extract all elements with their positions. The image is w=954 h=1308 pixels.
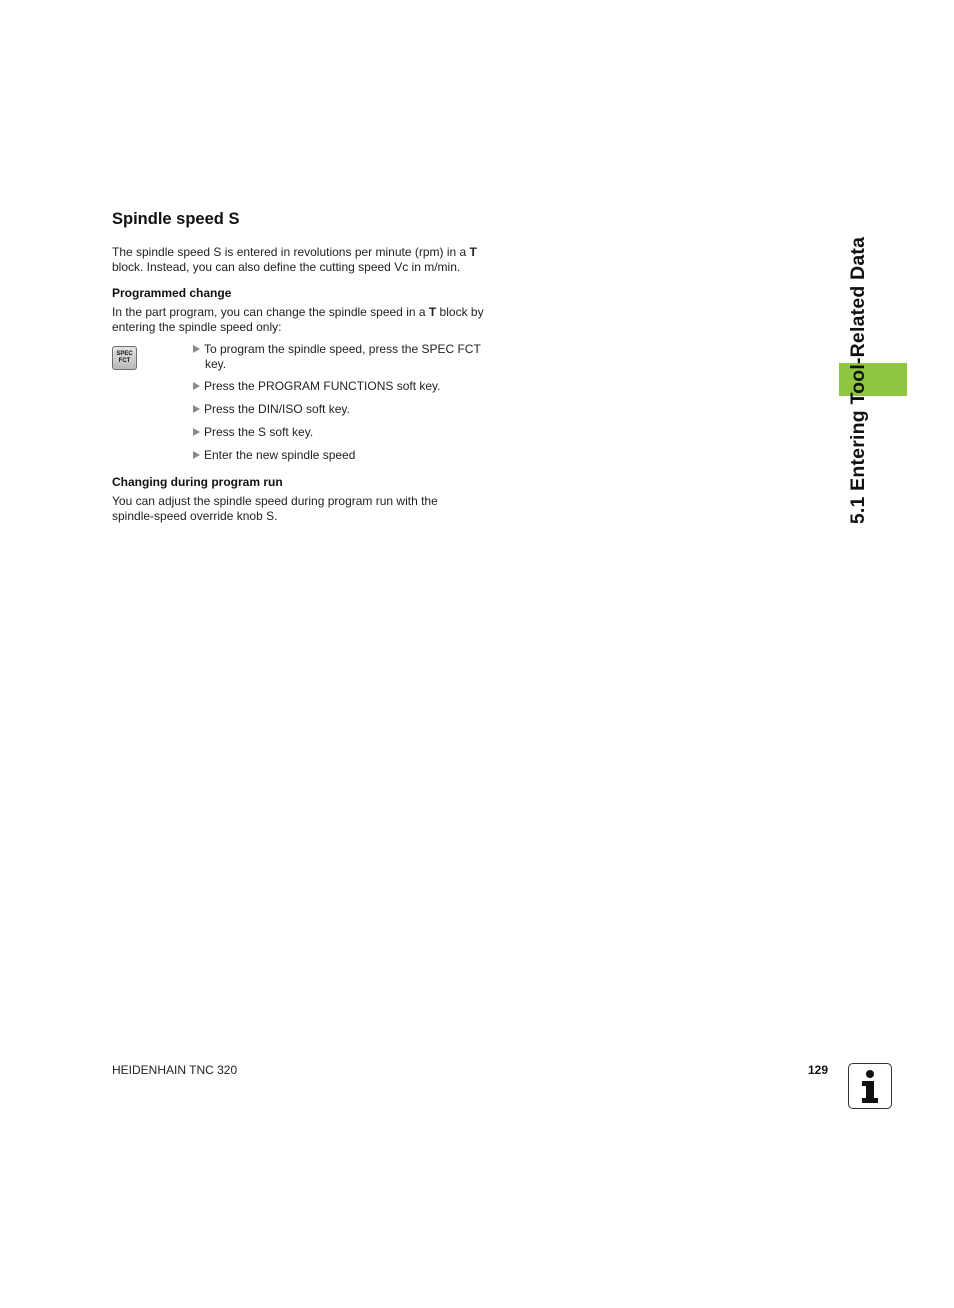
triangle-arrow-icon bbox=[193, 451, 200, 459]
cdr-text-b: spindle-speed override knob S. bbox=[112, 508, 278, 523]
footer-product: HEIDENHAIN TNC 320 bbox=[112, 1063, 238, 1077]
step-1-text-cont: key. bbox=[205, 356, 227, 371]
key-label-line2: FCT bbox=[118, 358, 131, 364]
key-label-line1: SPEC bbox=[116, 351, 133, 357]
step-1 bbox=[193, 342, 513, 371]
triangle-arrow-icon bbox=[193, 405, 200, 413]
intro-text-a: The spindle speed S is entered in revolutions per minute (rpm) in a bbox=[112, 245, 470, 259]
cdr-text-a: You can adjust the spindle speed during program run with the bbox=[112, 494, 438, 508]
pc-text-c: entering the spindle speed only: bbox=[112, 319, 282, 334]
step-2 bbox=[193, 379, 513, 394]
side-chapter-title-text: 5.1 Entering Tool-Related Data bbox=[847, 236, 870, 524]
triangle-arrow-icon bbox=[193, 382, 200, 390]
step-5-text: Enter the new spindle speed bbox=[204, 448, 356, 462]
step-5 bbox=[193, 448, 513, 463]
step-2-text: Press the PROGRAM FUNCTIONS soft key. bbox=[204, 379, 441, 393]
intro-text-b: block. Instead, you can also define the cutting speed Vc in m/min. bbox=[112, 259, 461, 274]
triangle-arrow-icon bbox=[193, 428, 200, 436]
step-4 bbox=[193, 425, 513, 440]
intro-bold-t: T bbox=[469, 245, 477, 259]
step-4-text: Press the S soft key. bbox=[204, 425, 314, 439]
intro-paragraph bbox=[112, 245, 512, 274]
spec-fct-key-icon[interactable] bbox=[112, 346, 137, 370]
programmed-change-heading: Programmed change bbox=[112, 286, 232, 300]
pc-bold-t: T bbox=[428, 305, 437, 319]
info-icon-glyph bbox=[849, 1064, 891, 1108]
pc-text-a: In the part program, you can change the spindle speed in a bbox=[112, 305, 429, 319]
section-title: Spindle speed S bbox=[112, 210, 240, 228]
changing-during-run-heading: Changing during program run bbox=[112, 475, 283, 489]
step-3-text: Press the DIN/ISO soft key. bbox=[204, 402, 350, 416]
triangle-arrow-icon bbox=[193, 345, 200, 353]
step-3 bbox=[193, 402, 513, 417]
pc-text-b: block by bbox=[436, 305, 484, 319]
page-number: 129 bbox=[808, 1063, 829, 1077]
info-icon bbox=[848, 1063, 892, 1109]
changing-during-run-paragraph bbox=[112, 494, 512, 523]
step-1-text: To program the spindle speed, press the SPEC FCT bbox=[204, 342, 481, 356]
programmed-change-paragraph bbox=[112, 305, 512, 334]
side-chapter-title bbox=[824, 216, 894, 544]
